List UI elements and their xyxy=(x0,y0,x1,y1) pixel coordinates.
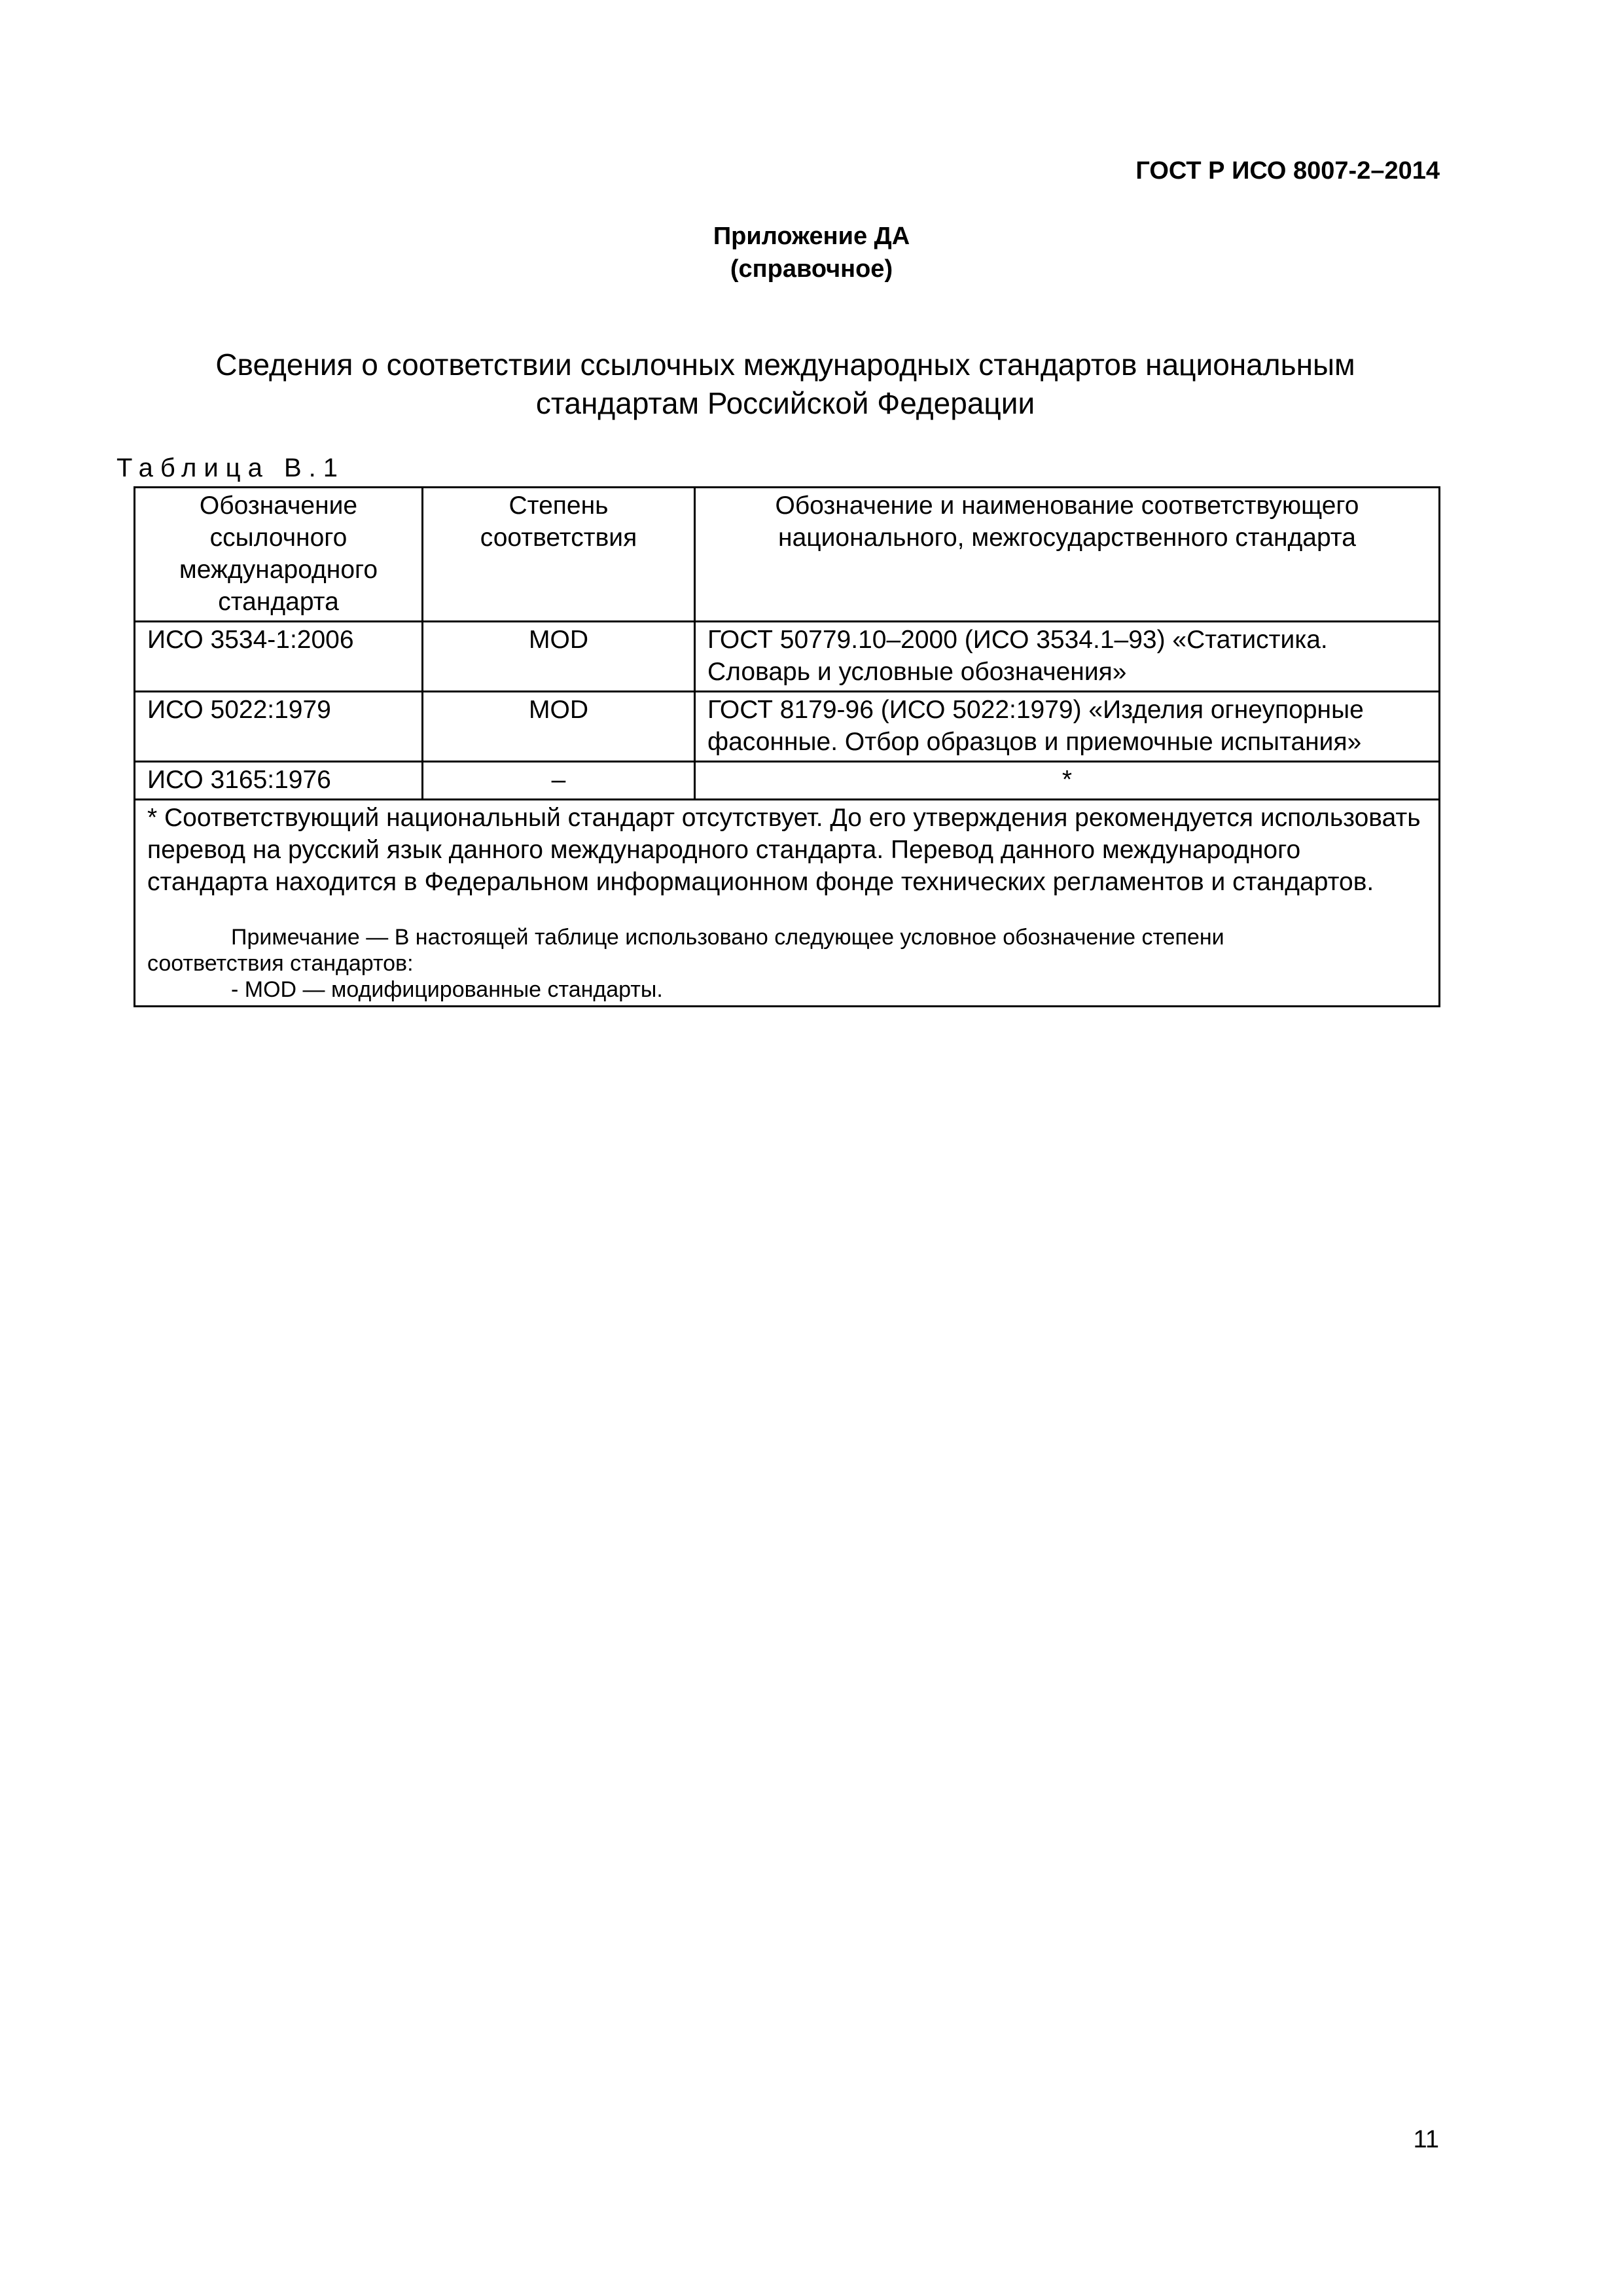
table-row xyxy=(135,622,1440,692)
table-note-line-1: Примечание — В настоящей таблице использовано следующее условное обозначение степени xyxy=(231,925,1224,950)
table-footnote-row xyxy=(135,800,1440,1007)
table-row xyxy=(135,692,1440,762)
cell-national-standard: ГОСТ 8179-96 (ИСО 5022:1979) «Изделия огнеупорные фасонные. Отбор образцов и приемочные испытания» xyxy=(695,692,1440,762)
cell-ref-standard: ИСО 5022:1979 xyxy=(135,692,423,762)
table-footnote: * Соответствующий национальный стандарт отсутствует. До его утверждения рекомендуется использовать перевод на русский язык данного международного стандарта. Перевод данного международного стандарта находится в Федеральном информационном фонде технических регламентов и стандартов. xyxy=(147,804,1421,896)
table-note xyxy=(147,924,1427,1003)
table-label: Таблица В.1 xyxy=(116,454,345,482)
appendix-title: Приложение ДА xyxy=(713,223,910,250)
table-note-line-3: - MOD — модифицированные стандарты. xyxy=(231,977,663,1002)
table-header-row xyxy=(135,488,1440,622)
header-degree: Степень соответствия xyxy=(423,488,695,622)
page-number: 11 xyxy=(1413,2126,1439,2153)
document-code: ГОСТ Р ИСО 8007-2–2014 xyxy=(1135,157,1440,185)
cell-ref-standard: ИСО 3165:1976 xyxy=(135,762,423,800)
section-title xyxy=(131,346,1440,423)
header-national-standard: Обозначение и наименование соответствующего национального, межгосударственного стандарта xyxy=(695,488,1440,622)
section-title-line-2: стандартам Российской Федерации xyxy=(535,386,1035,420)
table-note-line-2: соответствия стандартов: xyxy=(147,951,414,976)
cell-ref-standard: ИСО 3534-1:2006 xyxy=(135,622,423,692)
appendix-heading xyxy=(0,220,1623,285)
header-ref-standard: Обозначение ссылочного международного стандарта xyxy=(135,488,423,622)
cell-national-standard: ГОСТ 50779.10–2000 (ИСО 3534.1–93) «Статистика. Словарь и условные обозначения» xyxy=(695,622,1440,692)
section-title-line-1: Сведения о соответствии ссылочных международных стандартов национальным xyxy=(215,348,1355,382)
cell-national-standard: * xyxy=(695,762,1440,800)
appendix-subtitle: (справочное) xyxy=(730,255,893,283)
table-footnote-cell xyxy=(135,800,1440,1007)
table-row xyxy=(135,762,1440,800)
cell-degree: MOD xyxy=(423,692,695,762)
cell-degree: – xyxy=(423,762,695,800)
correspondence-table xyxy=(134,486,1440,1007)
cell-degree: MOD xyxy=(423,622,695,692)
